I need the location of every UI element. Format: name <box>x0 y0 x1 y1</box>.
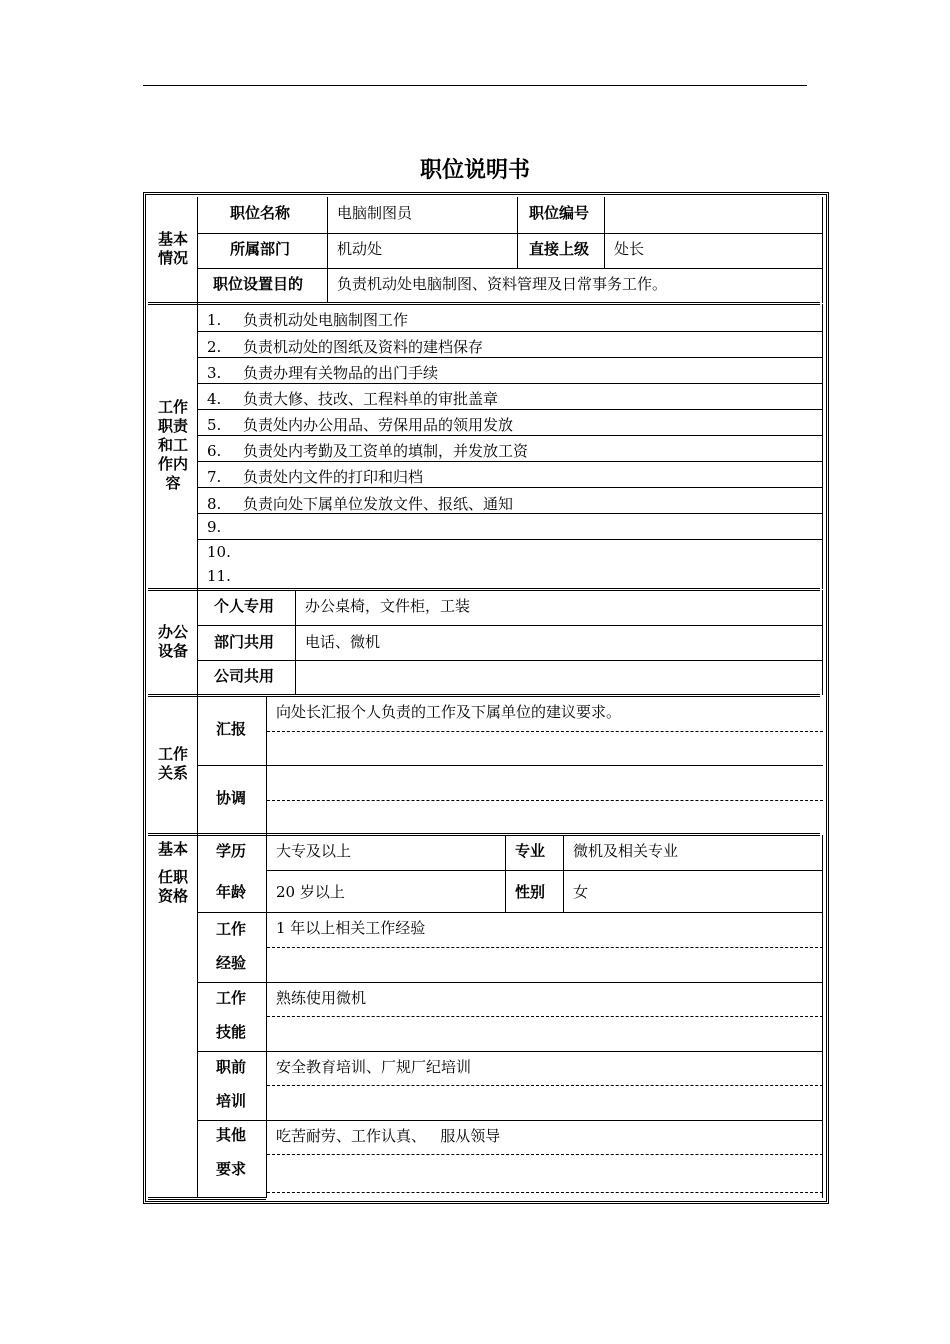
duty-item: 7. 负责处内文件的打印和归档 <box>207 468 424 486</box>
major-value: 微机及相关专业 <box>573 842 679 860</box>
section-divider <box>148 694 820 697</box>
col-divider <box>822 197 823 303</box>
training-label-1: 职前 <box>216 1058 247 1076</box>
section-divider <box>148 588 820 591</box>
section-divider <box>148 833 820 836</box>
training-label-2: 培训 <box>216 1092 247 1110</box>
personal-equipment-label: 个人专用 <box>214 597 275 615</box>
row-divider <box>198 487 823 488</box>
purpose-value: 负责机动处电脑制图、资料管理及日常事务工作。 <box>337 275 668 293</box>
col-divider <box>822 304 823 589</box>
dashed-writing-line <box>267 731 823 732</box>
row-divider <box>198 357 823 358</box>
other-value: 吃苦耐劳、工作认真、 服从领导 <box>276 1127 501 1145</box>
report-value: 向处长汇报个人负责的工作及下属单位的建议要求。 <box>276 703 622 721</box>
position-name-value: 电脑制图员 <box>337 204 413 222</box>
row-divider <box>198 982 823 983</box>
section-label-relations: 工作关系 <box>157 745 188 782</box>
col-divider <box>517 197 518 268</box>
purpose-label: 职位设置目的 <box>213 275 304 293</box>
skills-label-1: 工作 <box>216 989 247 1007</box>
training-value: 安全教育培训、厂规厂纪培训 <box>276 1058 472 1076</box>
duty-item: 2. 负责机动处的图纸及资料的建档保存 <box>207 338 484 356</box>
coord-label: 协调 <box>216 789 247 807</box>
duty-item: 9. <box>207 518 222 536</box>
education-value: 大专及以上 <box>276 842 352 860</box>
row-divider <box>198 435 823 436</box>
gender-label: 性别 <box>515 883 546 901</box>
row-divider <box>198 660 823 661</box>
duty-item: 1. 负责机动处电脑制图工作 <box>207 311 409 329</box>
dashed-writing-line <box>267 1016 823 1017</box>
col-divider <box>295 590 296 695</box>
skills-label-2: 技能 <box>216 1023 247 1041</box>
supervisor-label: 直接上级 <box>529 240 590 258</box>
position-no-label: 职位编号 <box>529 204 590 222</box>
experience-label-1: 工作 <box>216 920 247 938</box>
col-divider <box>822 590 823 695</box>
row-divider <box>198 765 823 766</box>
dept-equipment-label: 部门共用 <box>214 633 275 651</box>
dashed-writing-line <box>267 947 823 948</box>
position-name-label: 职位名称 <box>230 204 291 222</box>
supervisor-value: 处长 <box>614 240 645 258</box>
row-divider <box>198 1120 823 1121</box>
row-divider <box>267 870 823 871</box>
side-column-divider <box>197 197 198 1198</box>
major-label: 专业 <box>515 842 546 860</box>
dept-equipment-value: 电话、微机 <box>305 633 381 651</box>
section-divider <box>148 1197 266 1200</box>
row-divider <box>198 268 823 269</box>
experience-label-2: 经验 <box>216 954 247 972</box>
row-divider <box>198 1051 823 1052</box>
duty-item: 10. <box>207 543 231 561</box>
experience-value: 1 年以上相关工作经验 <box>276 919 426 937</box>
dept-label: 所属部门 <box>230 240 291 258</box>
dashed-writing-line <box>267 1085 823 1086</box>
education-label: 学历 <box>216 842 247 860</box>
section-label-equipment: 办公设备 <box>157 623 188 660</box>
personal-equipment-value: 办公桌椅，文件柜，工装 <box>305 597 471 615</box>
row-divider <box>198 461 823 462</box>
row-divider <box>198 539 823 540</box>
gender-value: 女 <box>573 883 589 901</box>
section-label-basic: 基本情况 <box>157 230 188 267</box>
dashed-writing-line <box>267 1154 823 1155</box>
section-divider <box>148 302 820 305</box>
company-equipment-label: 公司共用 <box>214 667 275 685</box>
duty-item: 3. 负责办理有关物品的出门手续 <box>207 364 439 382</box>
col-divider <box>563 835 564 913</box>
other-label-1: 其他 <box>216 1126 247 1144</box>
duty-item: 5. 负责处内办公用品、劳保用品的领用发放 <box>207 416 514 434</box>
section-label-qualification-1: 基本 <box>157 840 188 858</box>
section-label-duties: 工作职责和工作内容 <box>157 398 188 492</box>
row-divider <box>198 625 823 626</box>
page-title: 职位说明书 <box>419 158 530 183</box>
section-label-qualification-2: 任职资格 <box>157 868 188 905</box>
row-divider <box>198 383 823 384</box>
report-label: 汇报 <box>216 720 247 738</box>
row-divider <box>198 233 823 234</box>
duty-item: 11. <box>207 567 231 585</box>
row-divider <box>198 409 823 410</box>
age-label: 年龄 <box>216 883 247 901</box>
skills-value: 熟练使用微机 <box>276 989 367 1007</box>
dept-value: 机动处 <box>337 240 383 258</box>
duty-item: 6. 负责处内考勤及工资单的填制，并发放工资 <box>207 442 529 460</box>
age-value: 20 岁以上 <box>276 883 345 901</box>
duty-item: 4. 负责大修、技改、工程料单的审批盖章 <box>207 390 499 408</box>
col-divider <box>505 835 506 913</box>
dashed-writing-line <box>267 1192 823 1193</box>
header-rule <box>143 85 807 86</box>
duty-item: 8. 负责向处下属单位发放文件、报纸、通知 <box>207 495 514 513</box>
other-label-2: 要求 <box>216 1160 247 1178</box>
row-divider <box>198 331 823 332</box>
dashed-writing-line <box>267 800 823 801</box>
row-divider <box>198 912 823 913</box>
col-divider <box>327 197 328 303</box>
col-divider <box>604 197 605 268</box>
